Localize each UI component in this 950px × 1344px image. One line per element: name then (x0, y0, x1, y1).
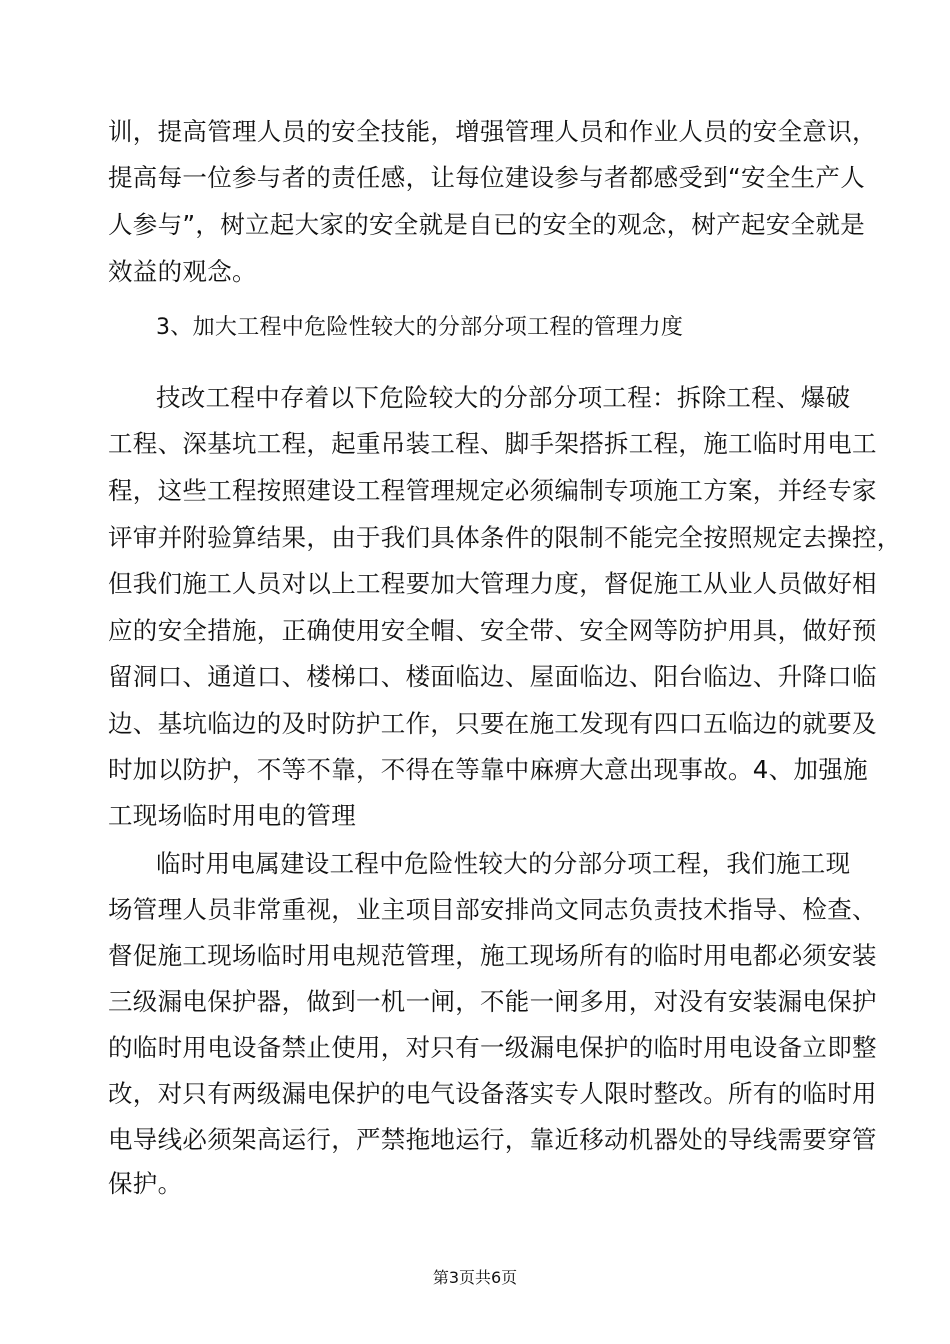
text-line: 临时用电属建设工程中危险性较大的分部分项工程，我们施工现 (156, 849, 851, 878)
text-line: 留洞口、通道口、楼梯口、楼面临边、屋面临边、阳台临边、升降口临 (108, 662, 877, 691)
text-line: 效益的观念。 (108, 257, 257, 286)
text-line: 应的安全措施，正确使用安全帽、安全带、安全网等防护用具，做好预 (108, 616, 877, 645)
text-line: 程，这些工程按照建设工程管理规定必须编制专项施工方案，并经专家 (108, 476, 877, 505)
text-line: 但我们施工人员对以上工程要加大管理力度，督促施工从业人员做好相 (108, 569, 877, 598)
text-line: 工现场临时用电的管理 (108, 801, 356, 830)
section-heading: 3、加大工程中危险性较大的分部分项工程的管理力度 (156, 315, 684, 340)
text-line: 保护。 (108, 1169, 183, 1198)
text-line: 边、基坑临边的及时防护工作，只要在施工发现有四口五临边的就要及 (108, 709, 877, 738)
page-number-footer: 第3页共6页 (432, 1268, 518, 1287)
text-line: 督促施工现场临时用电规范管理，施工现场所有的临时用电都必须安装 (108, 941, 877, 970)
text-line: 三级漏电保护器，做到一机一闸，不能一闸多用，对没有安装漏电保护 (108, 987, 877, 1016)
text-line: 时加以防护，不等不靠，不得在等靠中麻痹大意出现事故。4、加强施 (108, 755, 868, 784)
text-line: 改，对只有两级漏电保护的电气设备落实专人限时整改。所有的临时用 (108, 1079, 877, 1108)
text-line: 电导线必须架高运行，严禁拖地运行，靠近移动机器处的导线需要穿管 (108, 1125, 877, 1154)
text-line: 训，提高管理人员的安全技能，增强管理人员和作业人员的安全意识， (108, 117, 877, 146)
text-line: 的临时用电设备禁止使用，对只有一级漏电保护的临时用电设备立即整 (108, 1033, 877, 1062)
text-line: 人参与”，树立起大家的安全就是自已的安全的观念，树产起安全就是 (108, 210, 865, 239)
text-line: 技改工程中存着以下危险较大的分部分项工程：拆除工程、爆破 (156, 383, 851, 412)
text-line: 工程、深基坑工程，起重吊装工程、脚手架搭拆工程，施工临时用电工 (108, 429, 877, 458)
text-line: 场管理人员非常重视，业主项目部安排尚文同志负责技术指导、检查、 (108, 895, 877, 924)
text-line: 评审并附验算结果，由于我们具体条件的限制不能完全按照规定去操控， (108, 523, 902, 552)
text-line: 提高每一位参与者的责任感，让每位建设参与者都感受到“安全生产人 (108, 163, 865, 192)
